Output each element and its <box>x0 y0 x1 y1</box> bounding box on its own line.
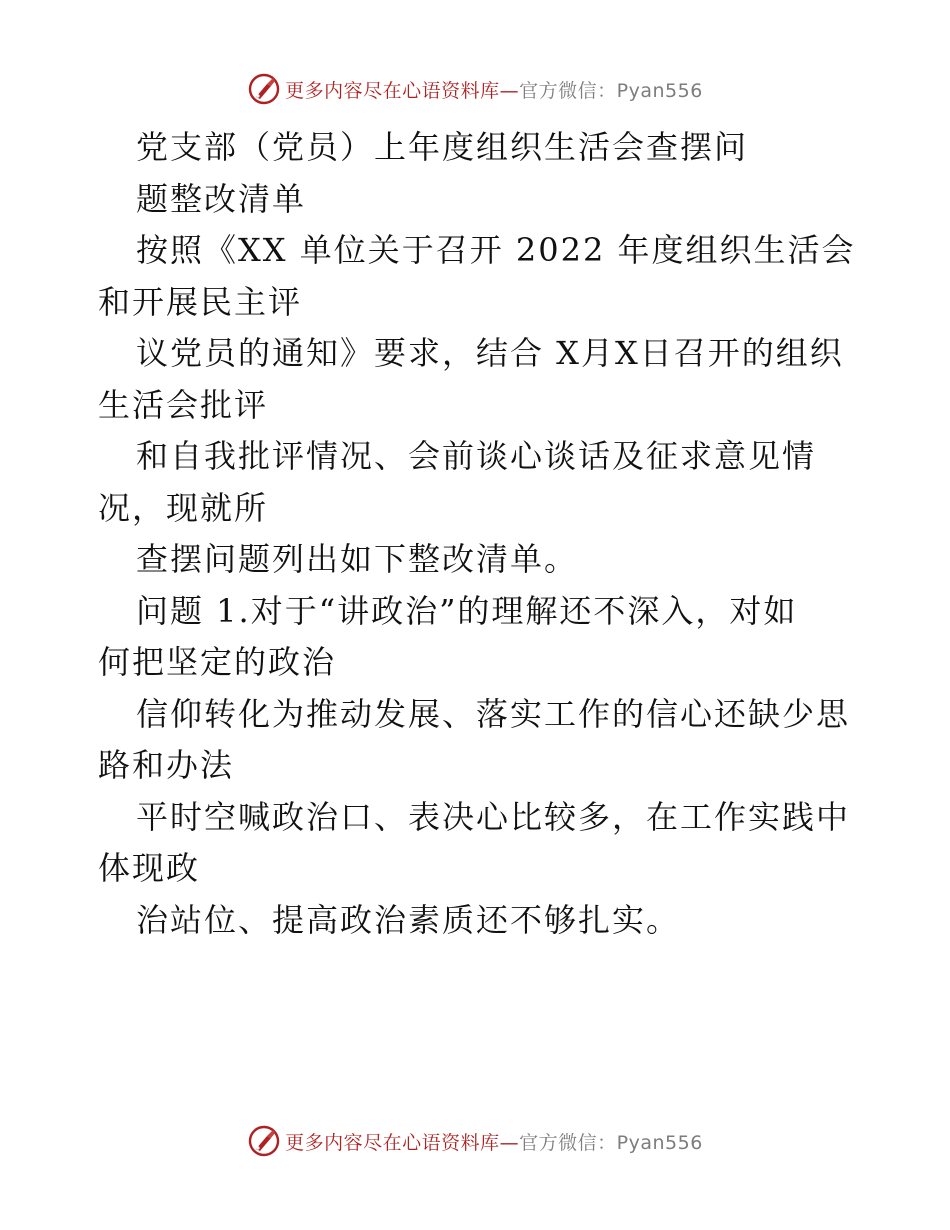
watermark-main: 更多内容尽在心语资料库— <box>285 1131 520 1154</box>
watermark-header <box>0 72 950 106</box>
text-line: 路和办法 <box>98 746 235 784</box>
text-line: 题整改清单 <box>136 179 307 218</box>
watermark-main: 更多内容尽在心语资料库— <box>285 79 520 102</box>
text-line: 体现政 <box>98 849 201 887</box>
text-line: 问题 1.对于“讲政治”的理解还不深入，对如 <box>136 591 798 630</box>
document-body <box>98 122 858 946</box>
text-line: 和开展民主评 <box>98 282 303 321</box>
watermark-text <box>285 76 703 103</box>
text-line: 治站位、提高政治素质还不够扎实。 <box>136 900 681 939</box>
text-line: 信仰转化为推动发展、落实工作的信心还缺少思 <box>136 694 851 733</box>
text-line: 何把坚定的政治 <box>98 643 337 681</box>
watermark-suffix: 官方微信：Pyan556 <box>519 1131 703 1154</box>
text-line: 生活会批评 <box>98 385 269 424</box>
pen-logo-icon <box>247 1124 281 1158</box>
text-line: 议党员的通知》要求，结合 X月X日召开的组织 <box>136 334 844 372</box>
pen-logo-icon <box>247 72 281 106</box>
watermark-footer <box>0 1124 950 1158</box>
text-line: 按照《XX 单位关于召开 2022 年度组织生活会 <box>136 231 856 269</box>
text-line: 党支部（党员）上年度组织生活会查摆问 <box>136 128 749 166</box>
watermark-suffix: 官方微信：Pyan556 <box>519 79 703 102</box>
text-line: 况，现就所 <box>98 488 269 527</box>
text-line: 查摆问题列出如下整改清单。 <box>136 540 579 578</box>
text-line: 和自我批评情况、会前谈心谈话及征求意见情 <box>136 437 817 475</box>
text-line: 平时空喊政治口、表决心比较多，在工作实践中 <box>136 797 851 836</box>
watermark-text <box>285 1128 703 1155</box>
